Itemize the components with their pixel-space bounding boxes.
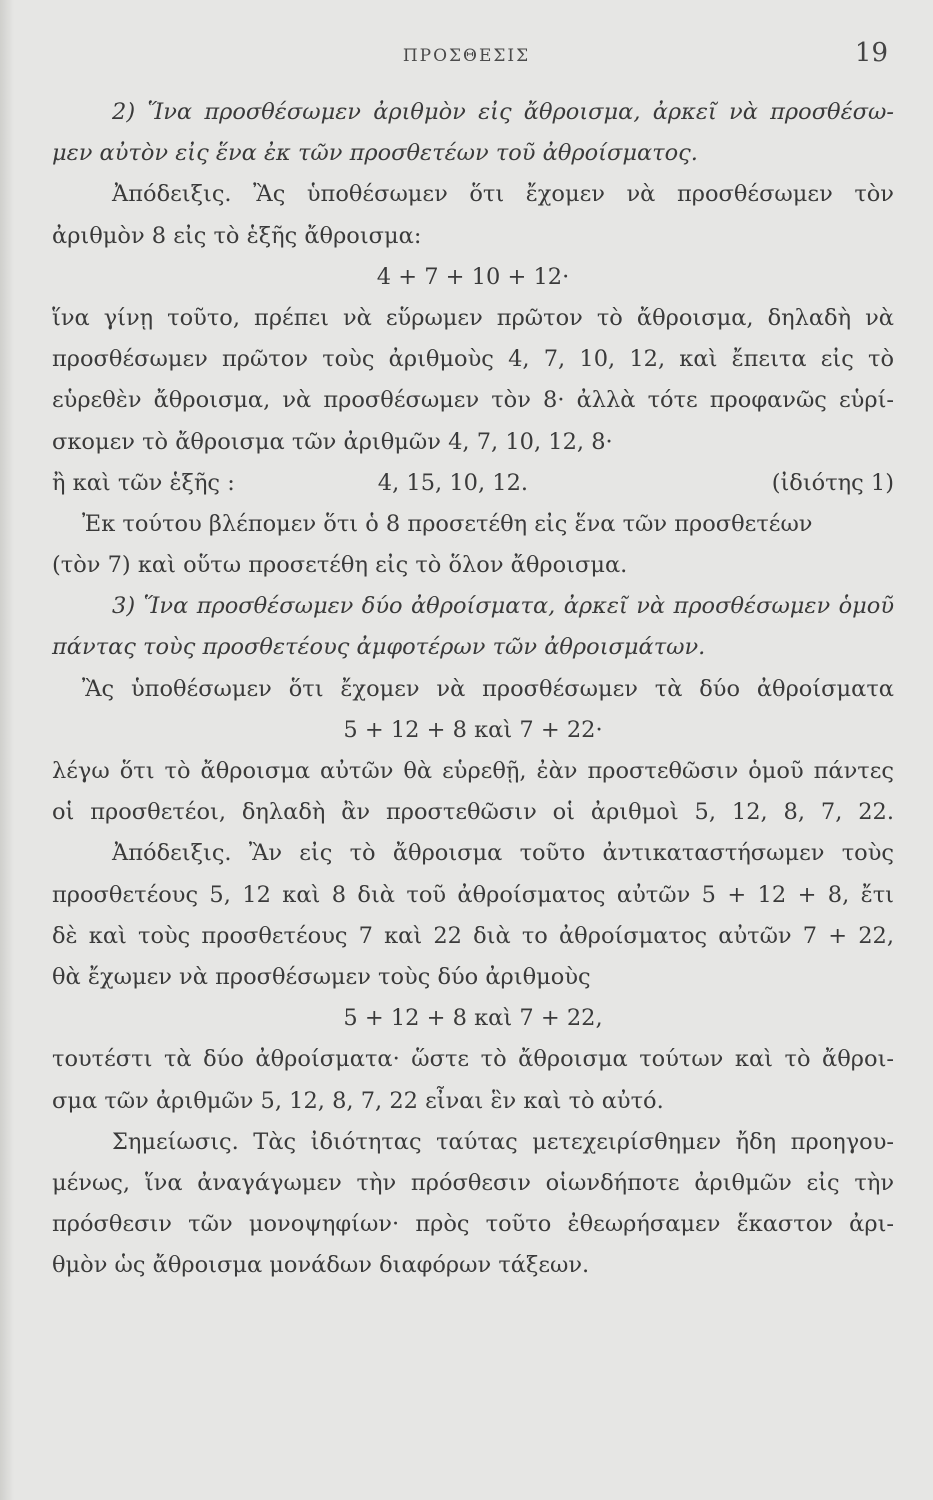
line-text: Ἀπόδειξις. Ἂν εἰς τὸ ἄθροισμα τοῦτο ἀντικαταστήσωμεν τοὺς	[112, 840, 894, 867]
line-text: προσθέσωμεν πρῶτον τοὺς ἀριθμοὺς 4, 7, 10, 12, καὶ ἔπειτα εἰς τὸ	[52, 346, 894, 373]
text-line	[52, 504, 894, 545]
line-text: ἵνα γίνῃ τοῦτο, πρέπει νὰ εὕρωμεν πρῶτον τὸ ἄθροισμα, δηλαδὴ νὰ	[52, 304, 894, 331]
line-text: 2) Ἵνα προσθέσωμεν ἀριθμὸν εἰς ἄθροισμα, ἀρκεῖ νὰ προσθέσω-	[112, 99, 894, 125]
line-text: εὑρεθὲν ἄθροισμα, νὰ προσθέσωμεν τὸν 8· ἀλλὰ τότε προφανῶς εὑρί-	[52, 387, 894, 414]
line-text: οἱ προσθετέοι, δηλαδὴ ἂν προστεθῶσιν οἱ ἀριθμοὶ 5, 12, 8, 7, 22.	[52, 799, 894, 826]
text-line	[52, 298, 894, 339]
text-line	[52, 1081, 894, 1122]
text-line	[52, 1163, 894, 1204]
line-text: 4 + 7 + 10 + 12·	[376, 263, 570, 290]
line-text: ἀριθμὸν 8 εἰς τὸ ἑξῆς ἄθροισμα:	[52, 222, 422, 249]
text-line	[52, 174, 894, 215]
page-edge-shadow	[0, 0, 14, 1500]
text-line	[52, 422, 894, 463]
line-text: (τὸν 7) καὶ οὕτω προσετέθη εἰς τὸ ὅλον ἄθροισμα.	[52, 552, 628, 579]
line-text: ἢ καὶ τῶν ἑξῆς : 4, 15, 10, 12.	[52, 469, 529, 496]
line-text: λέγω ὅτι τὸ ἄθροισμα αὐτῶν θὰ εὑρεθῇ, ἐὰν προστεθῶσιν ὁμοῦ πάντες	[52, 758, 894, 784]
text-line	[52, 463, 894, 504]
page-number: 19	[854, 38, 888, 68]
text-line	[52, 1245, 894, 1286]
text-line	[52, 627, 894, 668]
line-text: δὲ καὶ τοὺς προσθετέους 7 καὶ 22 διὰ το ἀθροίσματος αὐτῶν 7 + 22,	[52, 922, 894, 949]
property-reference: (ἰδιότης 1)	[771, 469, 894, 496]
line-text: πάντας τοὺς προσθετέους ἀμφοτέρων τῶν ἀθροισμάτων.	[52, 634, 706, 661]
text-line	[52, 751, 894, 792]
text-line	[52, 92, 894, 133]
text-body	[52, 92, 894, 1286]
line-text: μένως, ἵνα ἀναγάγωμεν τὴν πρόσθεσιν οἱωνδήποτε ἀριθμῶν εἰς τὴν	[52, 1169, 894, 1196]
text-line	[52, 133, 894, 174]
line-text: τουτέστι τὰ δύο ἀθροίσματα· ὥστε τὸ ἄθροισμα τούτων καὶ τὸ ἄθροι-	[52, 1046, 894, 1073]
text-line	[52, 339, 894, 380]
line-text: σμα τῶν ἀριθμῶν 5, 12, 8, 7, 22 εἶναι ἓν καὶ τὸ αὐτό.	[52, 1087, 664, 1114]
text-line	[52, 916, 894, 957]
text-line	[52, 792, 894, 833]
text-line	[52, 998, 894, 1039]
line-text: Σημείωσις. Τὰς ἰδιότητας ταύτας μετεχειρίσθημεν ἤδη προηγου-	[112, 1128, 894, 1155]
line-text: προσθετέους 5, 12 καὶ 8 διὰ τοῦ ἀθροίσματος αὐτῶν 5 + 12 + 8, ἔτι	[52, 881, 894, 908]
line-text: θμὸν ὡς ἄθροισμα μονάδων διαφόρων τάξεων.	[52, 1252, 590, 1279]
line-text: Ἀπόδειξις. Ἂς ὑποθέσωμεν ὅτι ἔχομεν νὰ προσθέσωμεν τὸν	[112, 181, 894, 208]
line-text: 5 + 12 + 8 καὶ 7 + 22,	[343, 1005, 603, 1032]
text-line	[52, 257, 894, 298]
text-line	[52, 1122, 894, 1163]
text-line	[52, 710, 894, 751]
line-text: θὰ ἔχωμεν νὰ προσθέσωμεν τοὺς δύο ἀριθμοὺς	[52, 963, 591, 990]
line-text: μεν αὐτὸν εἰς ἕνα ἐκ τῶν προσθετέων τοῦ ἀθροίσματος.	[52, 140, 698, 167]
text-line	[52, 380, 894, 421]
line-text: πρόσθεσιν τῶν μονοψηφίων· πρὸς τοῦτο ἐθεωρήσαμεν ἕκαστον ἀρι-	[52, 1211, 894, 1238]
text-line	[52, 957, 894, 998]
line-text: Ἐκ τούτου βλέπομεν ὅτι ὁ 8 προσετέθη εἰς ἕνα τῶν προσθετέων	[82, 510, 813, 537]
line-text: 3) Ἵνα προσθέσωμεν δύο ἀθροίσματα, ἀρκεῖ νὰ προσθέσωμεν ὁμοῦ	[112, 593, 894, 620]
text-line	[52, 833, 894, 874]
line-text: 5 + 12 + 8 καὶ 7 + 22·	[343, 716, 603, 743]
text-line	[52, 545, 894, 586]
line-text: Ἂς ὑποθέσωμεν ὅτι ἔχομεν νὰ προσθέσωμεν τὰ δύο ἀθροίσματα	[82, 675, 894, 702]
text-line	[52, 1039, 894, 1080]
text-line	[52, 1204, 894, 1245]
text-line	[52, 875, 894, 916]
text-line	[52, 216, 894, 257]
text-line	[52, 586, 894, 627]
line-text: σκομεν τὸ ἄθροισμα τῶν ἀριθμῶν 4, 7, 10, 12, 8·	[52, 428, 613, 455]
running-header-title: ΠΡΟΣΘΕΣΙΣ	[402, 46, 531, 66]
text-line	[52, 669, 894, 710]
